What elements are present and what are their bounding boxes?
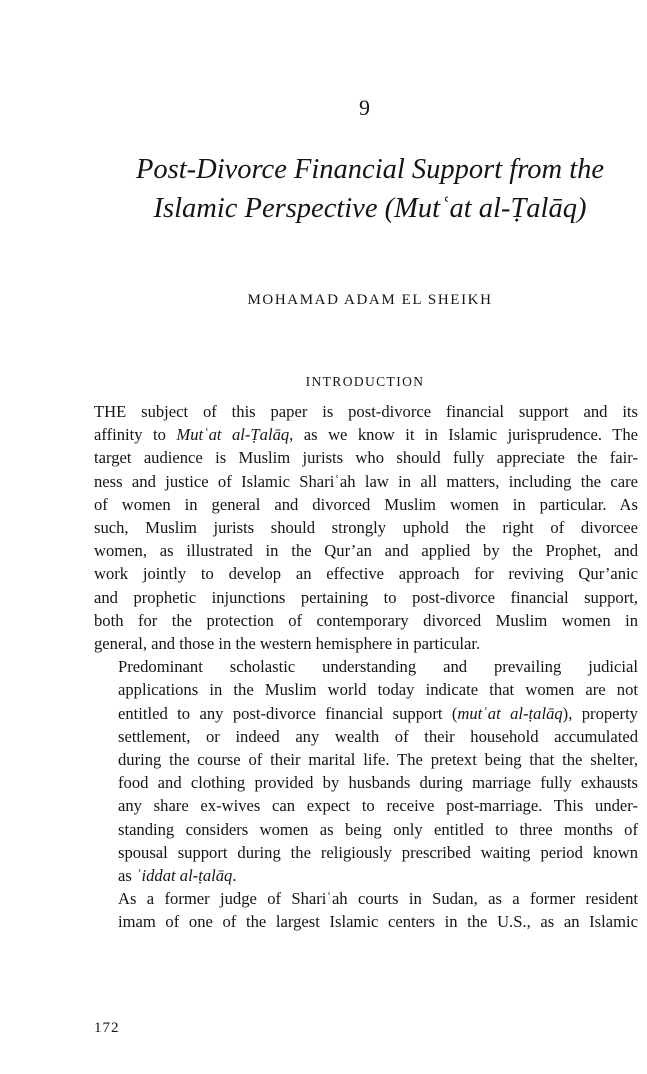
chapter-title [100,150,640,228]
author-name: MOHAMAD ADAM EL SHEIKH [247,292,493,308]
text-line: such, Muslim jurists should strongly uphold the right of divorcee [94,518,638,538]
italic-term: ʿiddat al-ṭalāq [135,866,233,886]
paragraph-3 [94,887,638,933]
text-line: general, and those in the western hemisphere in particular. [94,634,481,654]
text-line: Predominant scholastic understanding and prevailing judicial [118,657,638,677]
text-line: applications in the Muslim world today indicate that women are not [118,680,638,700]
chapter-number: 9 [359,95,370,120]
text-line: work jointly to develop an effective approach for reviving Qur’anic [94,564,638,584]
text-line: as ʿiddat al-ṭalāq. [118,866,237,886]
text-line: affinity to Mutʿat al-Ṭalāq, as we know it in Islamic jurisprudence. The [94,425,638,445]
italic-term: mutʿat al-ṭalāq [457,703,563,723]
text-line: of women in general and divorced Muslim women in particular. As [94,494,638,514]
text-line: food and clothing provided by husbands during marriage fully exhausts [118,773,638,793]
text-line: target audience is Muslim jurists who should fully appreciate the fair- [94,448,638,468]
text-line: imam of one of the largest Islamic centers in the U.S., as an Islamic [118,912,638,932]
chapter-title-line-1: Post-Divorce Financial Support from the [135,154,605,185]
italic-term: Mutʿat al-Ṭalāq [176,425,290,445]
text-line: standing considers women as being only entitled to three months of [118,819,638,839]
text-line: entitled to any post-divorce financial support (mutʿat al-ṭalāq), property [118,703,638,723]
section-heading: INTRODUCTION [305,374,425,389]
paragraph-1 [94,400,638,655]
text-line: both for the protection of contemporary divorced Muslim women in [94,610,638,630]
text-line: and prophetic injunctions pertaining to post-divorce financial support, [94,587,638,607]
text-line: ness and justice of Islamic Shariʿah law in all matters, including the care [94,471,638,491]
chapter-title-line-2: Islamic Perspective (Mutʿat al-Ṭalāq) [153,193,587,224]
text-line: As a former judge of Shariʿah courts in Sudan, as a former resident [118,889,638,909]
paragraph-2 [94,655,638,887]
text-line: during the course of their marital life. The pretext being that the shelter, [118,750,638,770]
text-line: spousal support during the religiously prescribed waiting period known [118,842,638,862]
page-number: 172 [94,1020,120,1036]
body-text [94,400,638,934]
text-line: settlement, or indeed any wealth of their household accumulated [118,726,638,746]
text-line: women, as illustrated in the Qur’an and applied by the Prophet, and [94,541,638,561]
text-line: THE subject of this paper is post-divorce financial support and its [94,402,638,421]
text-line: any share ex-wives can expect to receive post-marriage. This under- [118,796,638,816]
